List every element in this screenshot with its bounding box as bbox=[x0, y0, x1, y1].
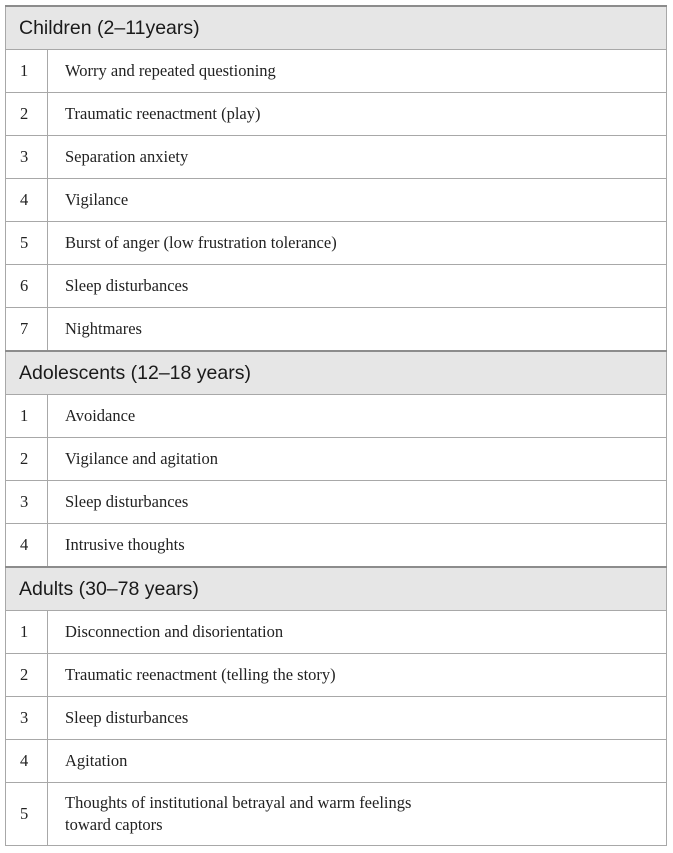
row-number: 4 bbox=[6, 524, 48, 568]
table-row bbox=[6, 308, 667, 352]
table-row bbox=[6, 136, 667, 179]
table-row bbox=[6, 93, 667, 136]
table-row bbox=[6, 395, 667, 438]
row-text: Burst of anger (low frustration tolerance) bbox=[48, 222, 667, 265]
group-title: Children (2–11years) bbox=[6, 6, 667, 50]
table-row bbox=[6, 50, 667, 93]
row-text: Agitation bbox=[48, 740, 667, 783]
row-number: 1 bbox=[6, 395, 48, 438]
row-number: 4 bbox=[6, 179, 48, 222]
row-text: Sleep disturbances bbox=[48, 481, 667, 524]
row-number: 2 bbox=[6, 93, 48, 136]
row-text: Avoidance bbox=[48, 395, 667, 438]
row-number: 3 bbox=[6, 697, 48, 740]
row-number: 2 bbox=[6, 438, 48, 481]
row-number: 6 bbox=[6, 265, 48, 308]
row-text-content: Thoughts of institutional betrayal and warm feelings toward captors bbox=[65, 793, 412, 834]
table-row bbox=[6, 222, 667, 265]
row-number: 3 bbox=[6, 136, 48, 179]
group-header-adolescents bbox=[6, 351, 667, 395]
table-row bbox=[6, 611, 667, 654]
row-text: Disconnection and disorientation bbox=[48, 611, 667, 654]
row-text: Vigilance and agitation bbox=[48, 438, 667, 481]
table-row bbox=[6, 783, 667, 846]
symptoms-table bbox=[5, 5, 667, 846]
row-text: Traumatic reenactment (play) bbox=[48, 93, 667, 136]
row-text: Sleep disturbances bbox=[48, 265, 667, 308]
table-row bbox=[6, 179, 667, 222]
row-number: 1 bbox=[6, 611, 48, 654]
row-number: 3 bbox=[6, 481, 48, 524]
table-row bbox=[6, 740, 667, 783]
table-row bbox=[6, 265, 667, 308]
row-text: Sleep disturbances bbox=[48, 697, 667, 740]
row-text: Nightmares bbox=[48, 308, 667, 352]
row-text: Traumatic reenactment (telling the story) bbox=[48, 654, 667, 697]
table-row bbox=[6, 697, 667, 740]
row-text: Intrusive thoughts bbox=[48, 524, 667, 568]
row-number: 7 bbox=[6, 308, 48, 352]
group-header-adults bbox=[6, 567, 667, 611]
table-row bbox=[6, 481, 667, 524]
group-header-children bbox=[6, 6, 667, 50]
row-text: Worry and repeated questioning bbox=[48, 50, 667, 93]
row-number: 4 bbox=[6, 740, 48, 783]
group-title: Adolescents (12–18 years) bbox=[6, 351, 667, 395]
row-text: Vigilance bbox=[48, 179, 667, 222]
row-text: Separation anxiety bbox=[48, 136, 667, 179]
group-title: Adults (30–78 years) bbox=[6, 567, 667, 611]
table-row bbox=[6, 654, 667, 697]
row-number: 5 bbox=[6, 222, 48, 265]
row-number: 5 bbox=[6, 783, 48, 846]
row-number: 2 bbox=[6, 654, 48, 697]
table-row bbox=[6, 438, 667, 481]
table-row bbox=[6, 524, 667, 568]
row-number: 1 bbox=[6, 50, 48, 93]
row-text bbox=[48, 783, 667, 846]
